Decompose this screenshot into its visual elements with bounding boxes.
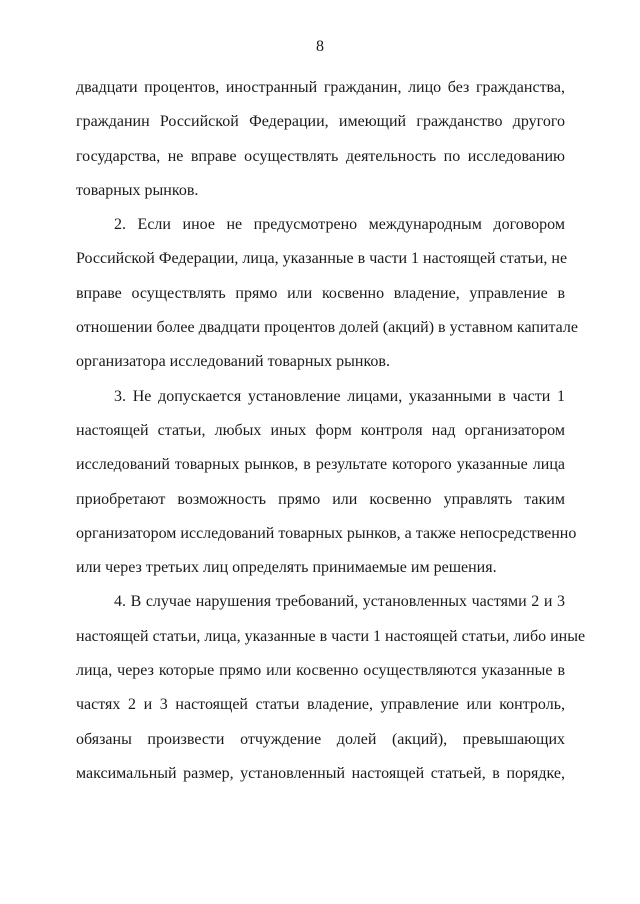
text-line: Российской Федерации, лица, указанные в части 1 настоящей статьи, не xyxy=(76,250,568,268)
text-line: государства, не вправе осуществлять деятельность по исследованию xyxy=(76,147,565,165)
text-line: лица, через которые прямо или косвенно осуществляются указанные в xyxy=(76,662,565,680)
text-line: товарных рынков. xyxy=(76,181,199,199)
paragraph-3 xyxy=(76,380,577,586)
text-line: двадцати процентов, иностранный гражданин, лицо без гражданства, xyxy=(76,79,565,96)
text-line: приобретают возможность прямо или косвенно управлять таким xyxy=(76,490,565,508)
text-line: частях 2 и 3 настоящей статьи владение, управление или контроль, xyxy=(76,696,565,714)
paragraph-continuation xyxy=(76,71,565,208)
text-line: 4. В случае нарушения требований, установленных частями 2 и 3 xyxy=(114,593,565,611)
page-number: 8 xyxy=(316,38,324,55)
text-line: организатора исследований товарных рынков. xyxy=(76,353,390,371)
text-line: настоящей статьи, любых иных форм контроля над организатором xyxy=(76,421,565,439)
paragraph-2 xyxy=(76,208,578,379)
text-line: гражданин Российской Федерации, имеющий гражданство другого xyxy=(76,113,565,131)
paragraph-4 xyxy=(76,585,586,791)
text-line: 2. Если иное не предусмотрено международным договором xyxy=(114,216,565,234)
text-line: исследований товарных рынков, в результате которого указанные лица xyxy=(76,456,565,474)
text-line: настоящей статьи, лица, указанные в части 1 настоящей статьи, либо иные xyxy=(76,627,586,645)
text-line: 3. Не допускается установление лицами, указанными в части 1 xyxy=(114,387,565,405)
text-line: организатором исследований товарных рынков, а также непосредственно xyxy=(76,524,577,542)
text-line: вправе осуществлять прямо или косвенно владение, управление в xyxy=(76,284,565,302)
text-line: обязаны произвести отчуждение долей (акций), превышающих xyxy=(76,730,565,748)
text-line: максимальный размер, установленный настоящей статьей, в порядке, xyxy=(76,764,565,782)
text-line: отношении более двадцати процентов долей (акций) в уставном капитале xyxy=(76,319,578,337)
text-line: или через третьих лиц определять принимаемые им решения. xyxy=(76,559,497,577)
document-body xyxy=(76,71,586,791)
